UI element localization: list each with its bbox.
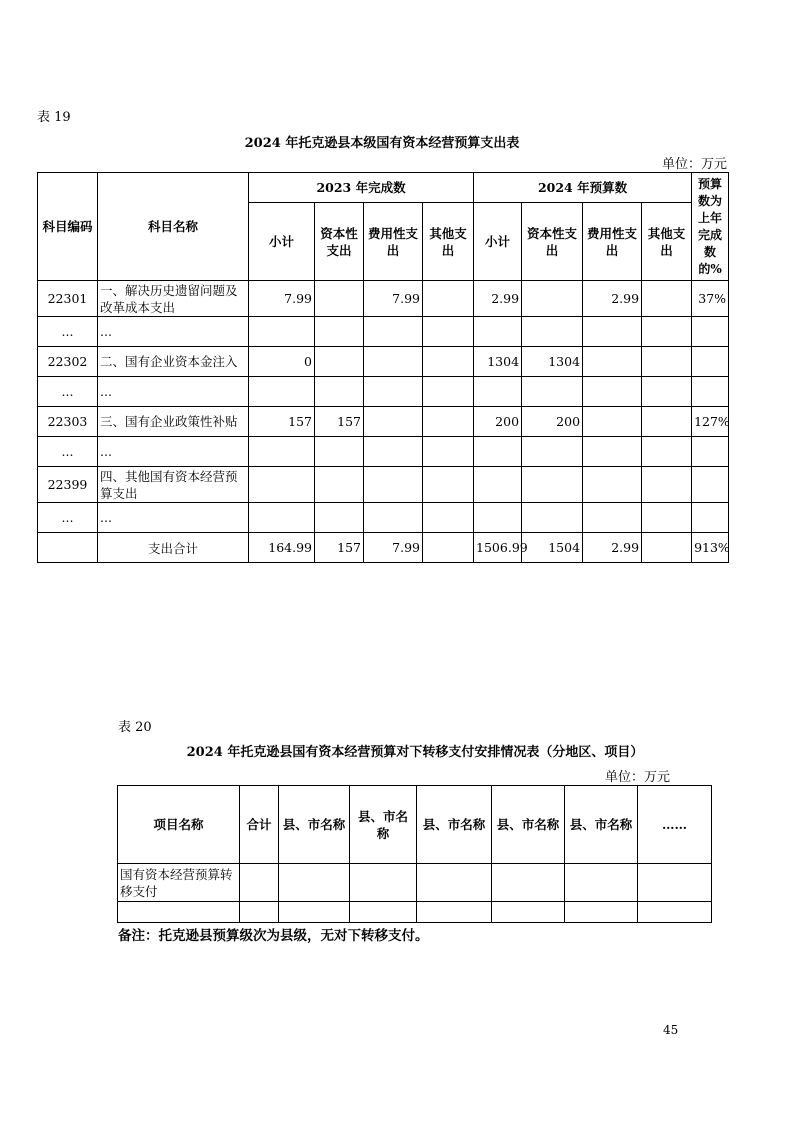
cell-b-other <box>642 533 692 563</box>
cell-b-expense <box>583 347 642 377</box>
cell-b-other <box>642 317 692 347</box>
cell-b-expense <box>583 467 642 503</box>
header-county-3: 县、市名称 <box>417 786 492 864</box>
cell-c-capital: 157 <box>315 407 364 437</box>
cell-c-expense <box>364 467 423 503</box>
cell-total <box>240 902 279 923</box>
cell-c-capital <box>315 317 364 347</box>
cell-c-other <box>423 281 474 317</box>
cell-b-expense <box>583 317 642 347</box>
header-2023-other: 其他支出 <box>423 203 474 281</box>
cell-b-total: 1304 <box>474 347 522 377</box>
cell-ratio: 127% <box>692 407 729 437</box>
cell-b-total: 200 <box>474 407 522 437</box>
header-ratio: 预算数为上年完成数的% <box>692 173 729 281</box>
cell-b-total: 1506.99 <box>474 533 522 563</box>
header-total: 合计 <box>240 786 279 864</box>
cell-county-2 <box>350 864 417 902</box>
cell-county-1 <box>279 864 350 902</box>
header-ellipsis: …… <box>638 786 712 864</box>
header-county-1: 县、市名称 <box>279 786 350 864</box>
cell-code: ... <box>38 317 98 347</box>
cell-b-capital: 200 <box>522 407 583 437</box>
cell-ratio <box>692 317 729 347</box>
cell-c-total <box>249 467 315 503</box>
page-number: 45 <box>663 1023 679 1037</box>
table19-title: 2024 年托克逊县本级国有资本经营预算支出表 <box>244 136 520 151</box>
cell-name: 二、国有企业资本金注入 <box>98 347 249 377</box>
cell-c-other <box>423 503 474 533</box>
cell-name: ... <box>98 317 249 347</box>
cell-c-expense <box>364 347 423 377</box>
cell-b-capital <box>522 317 583 347</box>
table19-label: 表 19 <box>37 110 71 125</box>
cell-name: 三、国有企业政策性补贴 <box>98 407 249 437</box>
cell-c-total: 164.99 <box>249 533 315 563</box>
header-project-name: 项目名称 <box>118 786 240 864</box>
cell-c-other <box>423 437 474 467</box>
cell-b-other <box>642 503 692 533</box>
cell-code <box>38 533 98 563</box>
table20-label: 表 20 <box>118 720 152 735</box>
cell-c-other <box>423 377 474 407</box>
cell-b-total <box>474 317 522 347</box>
cell-b-other <box>642 407 692 437</box>
cell-ratio <box>692 503 729 533</box>
cell-b-other <box>642 347 692 377</box>
table20-unit: 单位：万元 <box>604 770 670 785</box>
cell-c-total: 0 <box>249 347 315 377</box>
cell-c-expense <box>364 437 423 467</box>
cell-b-total: 2.99 <box>474 281 522 317</box>
cell-c-other <box>423 533 474 563</box>
cell-county-4 <box>492 864 565 902</box>
cell-c-expense: 7.99 <box>364 281 423 317</box>
cell-ratio <box>692 467 729 503</box>
header-county-2: 县、市名称 <box>350 786 417 864</box>
cell-c-expense <box>364 317 423 347</box>
table-row <box>118 864 712 902</box>
header-2023: 2023 年完成数 <box>249 173 474 203</box>
table20 <box>117 785 712 923</box>
cell-code: 22301 <box>38 281 98 317</box>
cell-name: ... <box>98 437 249 467</box>
cell-c-capital <box>315 347 364 377</box>
header-code: 科目编码 <box>38 173 98 281</box>
cell-b-capital: 1304 <box>522 347 583 377</box>
cell-county-5 <box>565 864 638 902</box>
cell-ratio: 913% <box>692 533 729 563</box>
cell-c-other <box>423 467 474 503</box>
cell-b-expense <box>583 377 642 407</box>
cell-b-expense: 2.99 <box>583 281 642 317</box>
cell-ratio <box>692 437 729 467</box>
cell-b-expense <box>583 503 642 533</box>
cell-c-capital: 157 <box>315 533 364 563</box>
header-2024-capital: 资本性支出 <box>522 203 583 281</box>
cell-b-capital <box>522 503 583 533</box>
cell-c-capital <box>315 281 364 317</box>
cell-total <box>240 864 279 902</box>
cell-c-expense: 7.99 <box>364 533 423 563</box>
cell-c-expense <box>364 377 423 407</box>
cell-b-capital <box>522 467 583 503</box>
header-2024: 2024 年预算数 <box>474 173 692 203</box>
header-2023-total: 小计 <box>249 203 315 281</box>
cell-c-other <box>423 407 474 437</box>
cell-project-name <box>118 902 240 923</box>
cell-c-expense <box>364 503 423 533</box>
table-row <box>38 407 729 437</box>
header-name: 科目名称 <box>98 173 249 281</box>
cell-b-total <box>474 437 522 467</box>
header-2024-other: 其他支出 <box>642 203 692 281</box>
cell-c-capital <box>315 503 364 533</box>
cell-c-capital <box>315 467 364 503</box>
cell-b-other <box>642 467 692 503</box>
header-county-5: 县、市名称 <box>565 786 638 864</box>
cell-ratio <box>692 377 729 407</box>
table-row <box>38 437 729 467</box>
cell-b-other <box>642 377 692 407</box>
cell-county-1 <box>279 902 350 923</box>
table20-note: 备注：托克逊县预算级次为县级，无对下转移支付。 <box>118 928 429 944</box>
cell-b-total <box>474 467 522 503</box>
cell-b-total <box>474 377 522 407</box>
table19 <box>37 172 729 563</box>
cell-code: 22302 <box>38 347 98 377</box>
cell-c-expense <box>364 407 423 437</box>
cell-b-expense <box>583 407 642 437</box>
header-2023-capital: 资本性支出 <box>315 203 364 281</box>
cell-c-total: 7.99 <box>249 281 315 317</box>
cell-county-3 <box>417 864 492 902</box>
cell-c-other <box>423 347 474 377</box>
cell-code: 22303 <box>38 407 98 437</box>
cell-b-capital <box>522 437 583 467</box>
cell-name: 四、其他国有资本经营预算支出 <box>98 467 249 503</box>
header-2023-expense: 费用性支出 <box>364 203 423 281</box>
cell-b-expense <box>583 437 642 467</box>
cell-county-5 <box>565 902 638 923</box>
table-row <box>38 503 729 533</box>
cell-c-other <box>423 317 474 347</box>
cell-b-other <box>642 437 692 467</box>
cell-c-capital <box>315 437 364 467</box>
cell-county-2 <box>350 902 417 923</box>
cell-b-other <box>642 281 692 317</box>
cell-county-4 <box>492 902 565 923</box>
cell-code: ... <box>38 377 98 407</box>
table-row <box>38 467 729 503</box>
table-row <box>38 347 729 377</box>
cell-code: ... <box>38 437 98 467</box>
cell-name: 一、解决历史遗留问题及改革成本支出 <box>98 281 249 317</box>
cell-name: ... <box>98 377 249 407</box>
cell-c-total <box>249 437 315 467</box>
header-2024-expense: 费用性支出 <box>583 203 642 281</box>
cell-c-capital <box>315 377 364 407</box>
total-row <box>38 533 729 563</box>
cell-b-expense: 2.99 <box>583 533 642 563</box>
cell-c-total <box>249 317 315 347</box>
cell-ratio <box>692 347 729 377</box>
cell-project-name: 国有资本经营预算转移支付 <box>118 864 240 902</box>
cell-code: 22399 <box>38 467 98 503</box>
cell-ratio: 37% <box>692 281 729 317</box>
table-row <box>118 902 712 923</box>
cell-county-3 <box>417 902 492 923</box>
table-row <box>38 377 729 407</box>
cell-c-total <box>249 377 315 407</box>
cell-b-capital: 1504 <box>522 533 583 563</box>
table-row <box>38 281 729 317</box>
cell-ellipsis <box>638 902 712 923</box>
cell-b-capital <box>522 281 583 317</box>
cell-name: ... <box>98 503 249 533</box>
cell-b-total <box>474 503 522 533</box>
cell-c-total: 157 <box>249 407 315 437</box>
cell-b-capital <box>522 377 583 407</box>
header-county-4: 县、市名称 <box>492 786 565 864</box>
cell-name: 支出合计 <box>98 533 249 563</box>
cell-code: ... <box>38 503 98 533</box>
cell-ellipsis <box>638 864 712 902</box>
table-row <box>38 317 729 347</box>
header-2024-total: 小计 <box>474 203 522 281</box>
table20-title: 2024 年托克逊县国有资本经营预算对下转移支付安排情况表（分地区、项目） <box>186 745 644 760</box>
cell-c-total <box>249 503 315 533</box>
table19-unit: 单位：万元 <box>661 157 727 172</box>
